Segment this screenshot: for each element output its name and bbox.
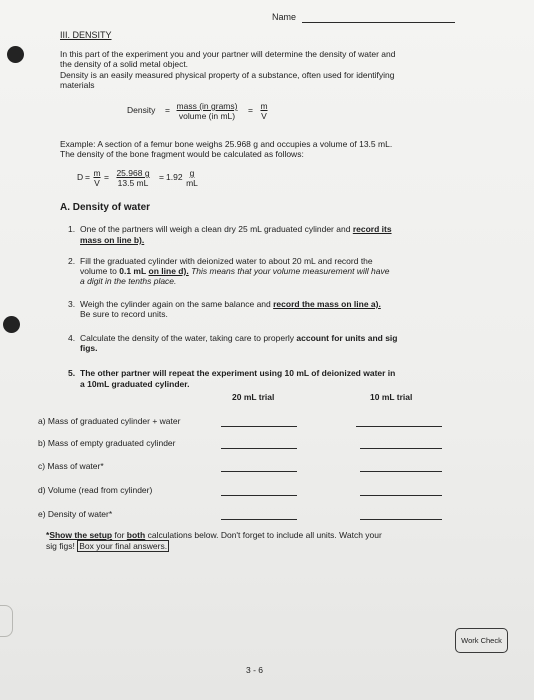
note-box-answers: Box your final answers. — [79, 541, 168, 551]
page-number: 3 - 6 — [246, 665, 264, 675]
step-4-text: Calculate the density of the water, taking care to properly — [80, 333, 295, 343]
example-d: D — [77, 172, 84, 182]
formula-v: V — [261, 111, 267, 121]
example-equals-3: = — [159, 172, 164, 182]
note-line-1 — [46, 530, 382, 541]
step-3-text: Weigh the cylinder again on the same balance and — [80, 299, 271, 309]
step-5-line-1: The other partner will repeat the experiment using 10 mL of deionized water in — [80, 368, 396, 378]
name-line — [302, 22, 455, 23]
step-2-line-2 — [80, 266, 389, 277]
step-2-meaning: This means that your volume measurement will have — [191, 266, 390, 276]
answer-line-d-10ml[interactable] — [360, 495, 442, 496]
formula-mass-over-volume — [172, 101, 242, 121]
intro-line-2: the density of a solid metal object. — [60, 59, 189, 69]
intro-line-1: In this part of the experiment you and your partner will determine the density of water and — [60, 49, 396, 59]
note-line-2 — [46, 541, 169, 552]
example-line-2: The density of the bone fragment would be calculated as follows: — [60, 149, 304, 159]
binder-hole-top — [7, 46, 24, 63]
answer-line-c-20ml[interactable] — [221, 471, 297, 472]
answer-line-e-20ml[interactable] — [221, 519, 297, 520]
step-1-number: 1. — [68, 224, 76, 234]
example-m: m — [93, 168, 101, 178]
step-1-record: record its — [352, 224, 392, 234]
part-a-title: A. Density of water — [60, 202, 151, 213]
step-2-volume-to: volume to — [80, 266, 117, 276]
example-result: 1.92 — [166, 172, 183, 182]
work-check-box: Work Check — [455, 628, 508, 653]
formula-density-label: Density — [127, 105, 156, 115]
answer-line-b-20ml[interactable] — [221, 448, 297, 449]
formula-equals-1: = — [165, 105, 170, 115]
formula-equals-2: = — [248, 105, 253, 115]
example-equals-2: = — [104, 172, 109, 182]
example-line-1: Example: A section of a femur bone weighs 25.968 g and occupies a volume of 13.5 mL. — [60, 139, 393, 149]
note-both: both — [126, 530, 146, 540]
example-calc-fraction — [110, 168, 156, 188]
step-3-record: record the mass on line a). — [273, 299, 381, 309]
answer-line-e-10ml[interactable] — [360, 519, 442, 520]
example-v: V — [94, 178, 100, 188]
step-4-emphasis: account for units and sig — [296, 333, 398, 343]
example-m-over-v — [91, 168, 103, 188]
intro-line-3: Density is an easily measured physical property of a substance, often used for identifying — [60, 70, 395, 80]
step-4-number: 4. — [68, 333, 76, 343]
step-2-line-d: on line d). — [148, 266, 189, 276]
step-4-line-2: figs. — [80, 343, 98, 353]
binder-hole-middle — [3, 316, 20, 333]
formula-denominator: volume (in mL) — [178, 111, 236, 121]
step-4-line-1 — [80, 333, 397, 344]
formula-m-over-v — [257, 101, 271, 121]
step-2-number: 2. — [68, 256, 76, 266]
formula-m: m — [260, 101, 268, 111]
example-unit-den: mL — [186, 178, 198, 188]
note-rest: calculations below. Don't forget to include all units. Watch your — [147, 530, 382, 540]
note-star: * — [46, 530, 50, 540]
binder-hole-bottom — [0, 605, 13, 637]
step-3-number: 3. — [68, 299, 76, 309]
step-2-precision: 0.1 mL — [119, 266, 147, 276]
section-title: III. DENSITY — [60, 30, 112, 40]
intro-line-4: materials — [60, 80, 95, 90]
step-1-text: One of the partners will weigh a clean dry 25 mL graduated cylinder and — [80, 224, 351, 234]
example-denominator: 13.5 mL — [117, 178, 149, 188]
step-5-line-2: a 10mL graduated cylinder. — [80, 379, 190, 389]
answer-line-c-10ml[interactable] — [360, 471, 442, 472]
step-2-line-3: a digit in the tenths place. — [80, 276, 177, 286]
note-show-setup: Show the setup — [49, 530, 113, 540]
answer-line-d-20ml[interactable] — [221, 495, 297, 496]
step-3-line-2: Be sure to record units. — [80, 309, 168, 319]
step-1-line-1 — [80, 224, 392, 235]
column-header-20ml: 20 mL trial — [232, 392, 275, 402]
example-unit-num: g — [189, 168, 195, 178]
formula-numerator: mass (in grams) — [176, 101, 238, 111]
row-label-b: b) Mass of empty graduated cylinder — [38, 438, 176, 448]
row-label-e: e) Density of water* — [38, 509, 113, 519]
column-header-10ml: 10 mL trial — [370, 392, 413, 402]
step-2-line-1: Fill the graduated cylinder with deionized water to about 20 mL and record the — [80, 256, 373, 266]
step-3-line-1 — [80, 299, 381, 310]
note-sig-figs: sig figs! — [46, 541, 75, 551]
example-equals-1: = — [85, 172, 90, 182]
row-label-d: d) Volume (read from cylinder) — [38, 485, 153, 495]
answer-line-a-20ml[interactable] — [221, 426, 297, 427]
example-numerator: 25.968 g — [116, 168, 150, 178]
example-unit-fraction — [182, 168, 202, 188]
step-1-line-2: mass on line b). — [80, 235, 145, 245]
row-label-c: c) Mass of water* — [38, 461, 104, 471]
note-for: for — [114, 530, 125, 540]
answer-line-b-10ml[interactable] — [360, 448, 442, 449]
step-5-number: 5. — [68, 368, 76, 378]
name-label: Name — [272, 12, 297, 22]
answer-line-a-10ml[interactable] — [356, 426, 442, 427]
row-label-a: a) Mass of graduated cylinder + water — [38, 416, 181, 426]
